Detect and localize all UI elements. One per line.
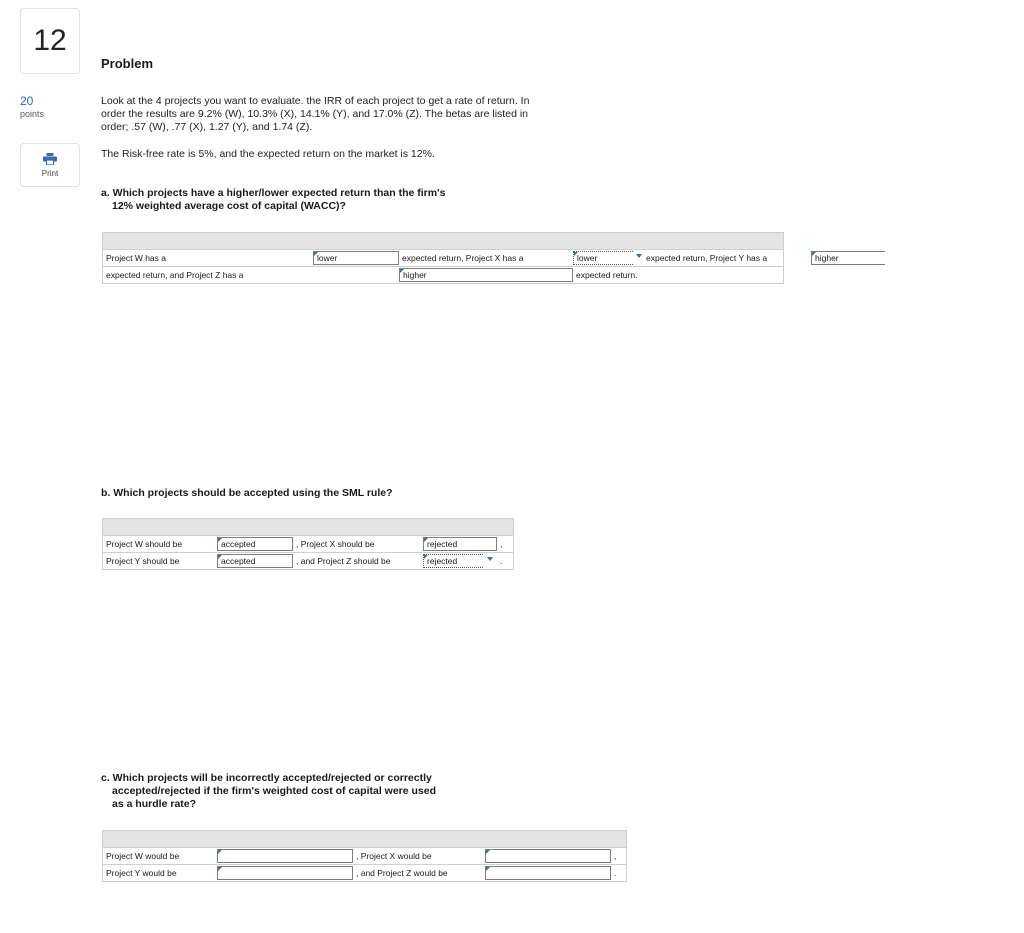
- part-b-text-z: , and Project Z should be: [296, 556, 391, 566]
- part-a-text-end: expected return.: [576, 270, 638, 280]
- part-b-select-z[interactable]: rejected: [423, 554, 483, 568]
- part-c-text-z: , and Project Z would be: [356, 868, 448, 878]
- part-c-answer-grid: [102, 830, 627, 882]
- part-c-period: .: [614, 868, 617, 878]
- part-a-question-line-1: a. Which projects have a higher/lower expected return than the firm's: [101, 187, 446, 199]
- intro-line-3: order; .57 (W), .77 (X), 1.27 (Y), and 1.74 (Z).: [101, 121, 313, 133]
- part-a-select-y[interactable]: higher: [811, 251, 885, 265]
- part-c-question-line-3: as a hurdle rate?: [112, 798, 197, 810]
- part-c-select-x[interactable]: [485, 849, 611, 863]
- part-a-question-line-2: 12% weighted average cost of capital (WACC)?: [112, 200, 346, 212]
- part-a-row-1: [103, 250, 839, 267]
- part-c-comma: ,: [614, 851, 617, 861]
- problem-rates: The Risk-free rate is 5%, and the expected return on the market is 12%.: [101, 148, 435, 160]
- part-c-select-w[interactable]: [217, 849, 353, 863]
- part-c-question-line-2: accepted/rejected if the firm's weighted cost of capital were used: [112, 785, 437, 797]
- part-a-row-2: [103, 267, 783, 283]
- part-c-row-2: [103, 865, 626, 881]
- part-a-text-y: expected return, Project Y has a: [646, 253, 768, 263]
- part-b-select-x[interactable]: rejected: [423, 537, 497, 551]
- part-a-answer-grid: [102, 232, 839, 284]
- points-info: [20, 95, 44, 121]
- part-b-comma: ,: [500, 539, 503, 549]
- part-c-question-line-1: c. Which projects will be incorrectly accepted/rejected or correctly: [101, 772, 432, 784]
- part-b-select-w[interactable]: accepted: [217, 537, 293, 551]
- part-b-text-y: Project Y should be: [106, 556, 180, 566]
- part-b-text-w: Project W should be: [106, 539, 183, 549]
- part-b-header-band: [103, 519, 513, 536]
- part-b-row-1: [103, 536, 513, 553]
- part-a-header-band: [103, 233, 783, 250]
- part-a-text-x: expected return, Project X has a: [402, 253, 524, 263]
- part-a-text-z: expected return, and Project Z has a: [106, 270, 244, 280]
- part-b-period: .: [500, 556, 503, 566]
- question-number: 12: [20, 8, 80, 74]
- chevron-down-icon[interactable]: [487, 557, 493, 561]
- part-c-select-z[interactable]: [485, 866, 611, 880]
- part-a-question: [101, 187, 501, 213]
- part-a-select-z[interactable]: higher: [399, 268, 573, 282]
- problem-title: Problem: [101, 56, 154, 71]
- part-b-answer-grid: [102, 518, 514, 570]
- part-b-row-2: [103, 553, 513, 569]
- part-c-row-1: [103, 848, 626, 865]
- intro-line-2: order the results are 9.2% (W), 10.3% (X), 14.1% (Y), and 17.0% (Z). The betas are listed in: [101, 108, 528, 120]
- part-c-text-y: Project Y would be: [106, 868, 177, 878]
- chevron-down-icon[interactable]: [636, 254, 642, 258]
- points-label: points: [20, 109, 45, 119]
- print-label: Print: [41, 168, 59, 178]
- part-b-question: b. Which projects should be accepted using the SML rule?: [101, 487, 393, 499]
- problem-intro: [101, 95, 591, 134]
- part-a-text-w: Project W has a: [106, 253, 166, 263]
- printer-icon: [43, 153, 57, 165]
- part-b-text-x: , Project X should be: [296, 539, 375, 549]
- intro-line-1: Look at the 4 projects you want to evaluate. the IRR of each project to get a rate of return. In: [101, 95, 530, 107]
- part-c-header-band: [103, 831, 626, 848]
- part-a-select-w[interactable]: lower: [313, 251, 399, 265]
- part-c-text-x: , Project X would be: [356, 851, 432, 861]
- part-c-question: [101, 772, 501, 811]
- print-button[interactable]: [20, 143, 80, 187]
- points-value: 20: [20, 94, 34, 108]
- part-c-text-w: Project W would be: [106, 851, 180, 861]
- part-b-select-y[interactable]: accepted: [217, 554, 293, 568]
- part-c-select-y[interactable]: [217, 866, 353, 880]
- part-a-select-x[interactable]: lower: [573, 251, 633, 265]
